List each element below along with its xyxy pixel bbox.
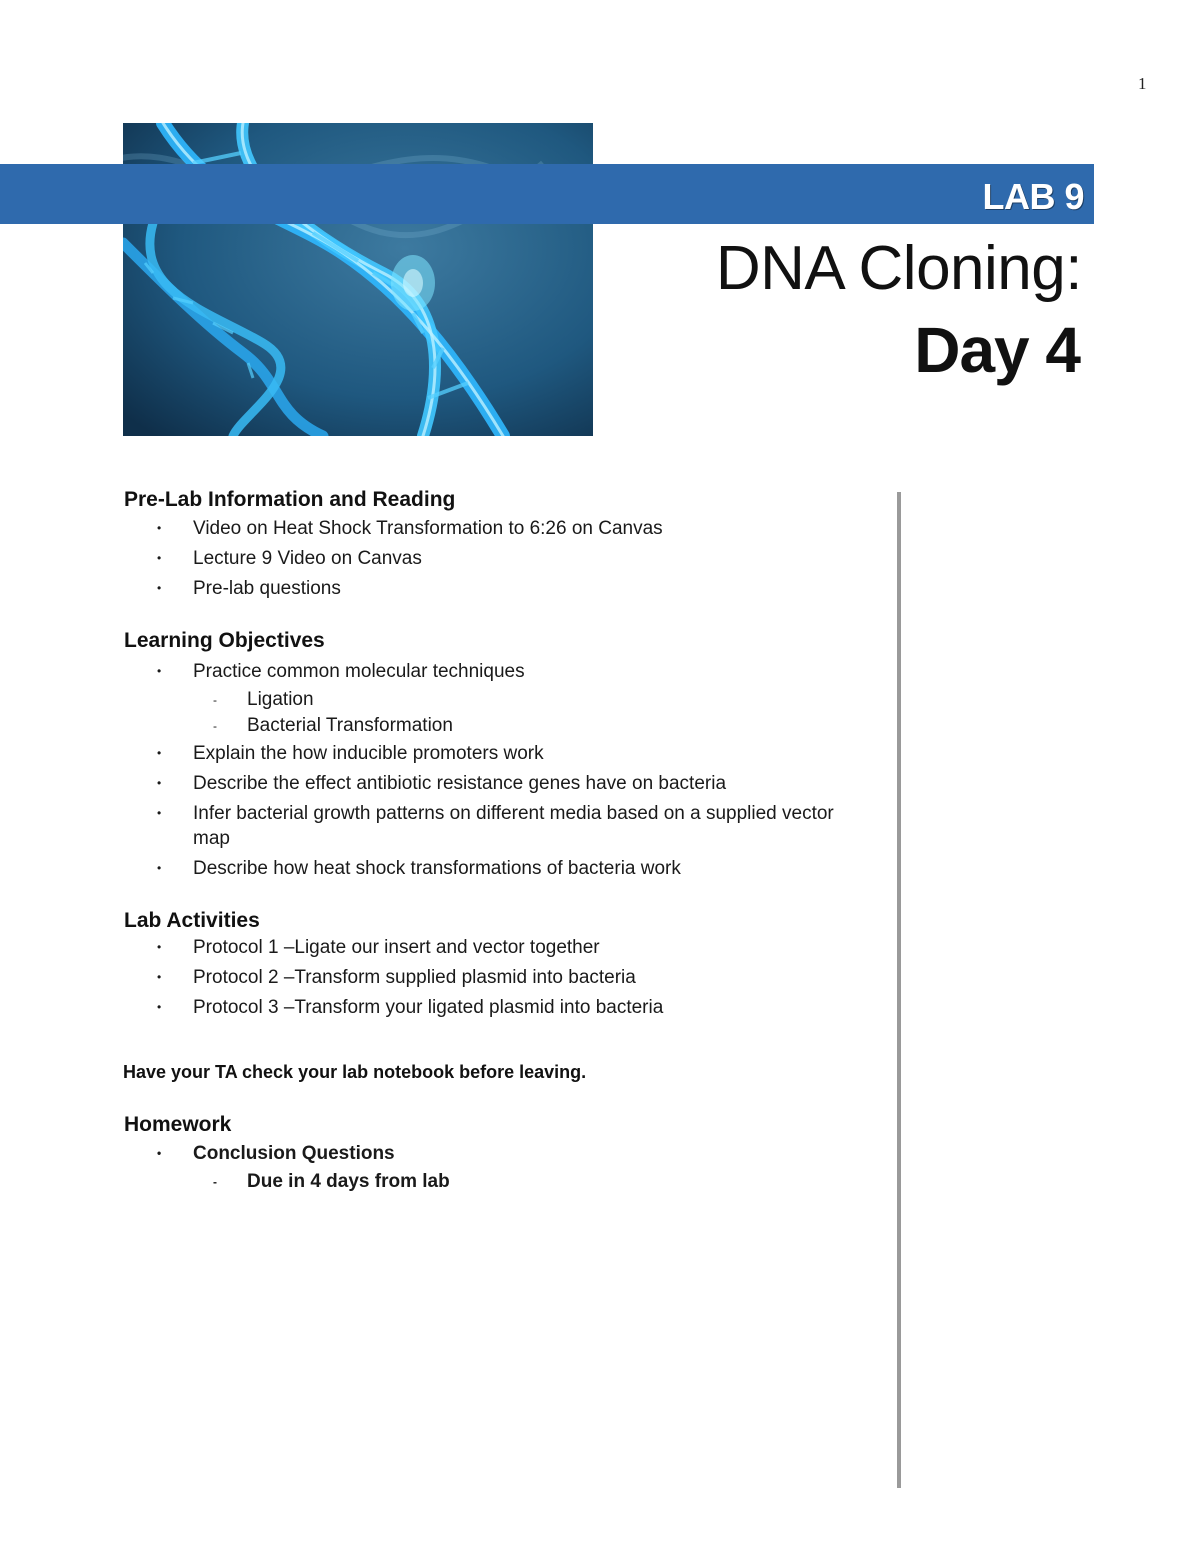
list-item-text: Practice common molecular techniques — [193, 661, 525, 682]
list-item: • Protocol 3 –Transform your ligated plasmid into bacteria — [124, 995, 864, 1020]
activities-list — [124, 935, 864, 1020]
homework-list — [124, 1141, 864, 1194]
list-item: • Protocol 2 –Transform supplied plasmid into bacteria — [124, 965, 864, 990]
prelab-list — [124, 516, 864, 601]
activities-section — [124, 909, 864, 1020]
main-content — [124, 488, 864, 1197]
objectives-section — [124, 629, 864, 881]
activities-heading: Lab Activities — [124, 909, 260, 932]
sub-list-item: - Bacterial Transformation — [124, 714, 864, 738]
objectives-heading: Learning Objectives — [124, 629, 325, 652]
lab-number-label: LAB 9 — [982, 176, 1084, 217]
list-item: • Lecture 9 Video on Canvas — [124, 546, 864, 571]
list-item: • Video on Heat Shock Transformation to 6:26 on Canvas — [124, 516, 864, 541]
prelab-section — [124, 488, 864, 601]
page-subtitle: Day 4 — [914, 314, 1080, 386]
list-item: • Describe the effect antibiotic resistance genes have on bacteria — [124, 771, 864, 796]
sub-list — [193, 688, 864, 738]
vertical-divider — [897, 492, 901, 1488]
page-number: 1 — [1138, 74, 1147, 93]
prelab-heading: Pre-Lab Information and Reading — [124, 488, 456, 511]
page-title: DNA Cloning: — [715, 234, 1082, 303]
list-item — [124, 1141, 864, 1194]
ta-check-note: Have your TA check your lab notebook before leaving. — [123, 1062, 587, 1082]
sub-list-item: - Ligation — [124, 688, 864, 712]
list-item-text: Conclusion Questions — [193, 1143, 395, 1164]
list-item: • Infer bacterial growth patterns on different media based on a supplied vector map — [124, 801, 864, 851]
list-item: • Protocol 1 –Ligate our insert and vector together — [124, 935, 864, 960]
objectives-list — [124, 659, 864, 881]
list-item: • Pre-lab questions — [124, 576, 864, 601]
homework-section — [124, 1113, 864, 1194]
list-item — [124, 659, 864, 738]
list-item: • Explain the how inducible promoters work — [124, 741, 864, 766]
lab-banner — [0, 164, 1094, 224]
sub-list — [193, 1170, 864, 1194]
homework-heading: Homework — [124, 1113, 232, 1136]
sub-list-item: - Due in 4 days from lab — [124, 1170, 864, 1194]
list-item: • Describe how heat shock transformations of bacteria work — [124, 856, 864, 881]
